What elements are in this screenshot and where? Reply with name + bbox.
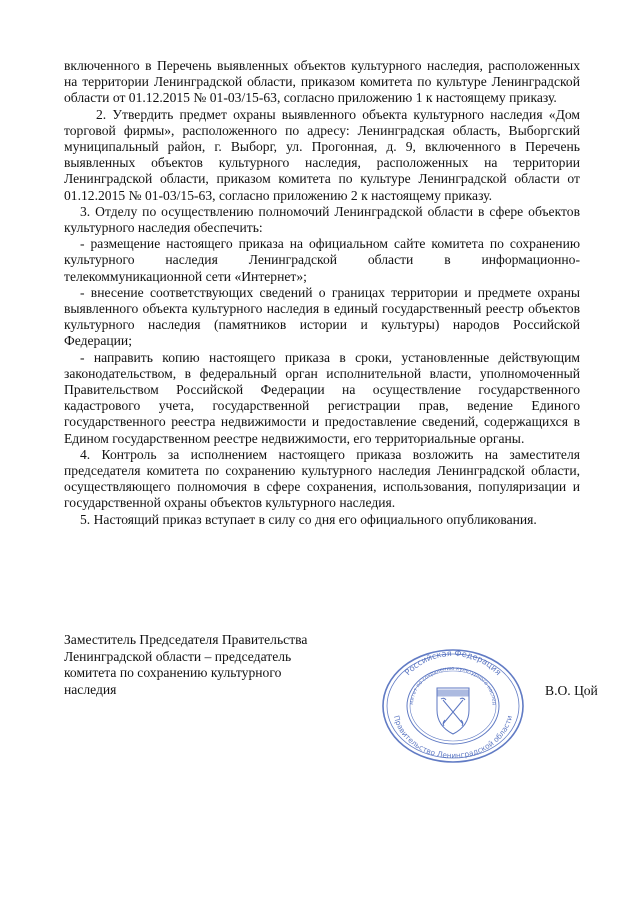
coat-of-arms-emblem (437, 688, 469, 734)
signer-position-line: комитета по сохранению культурного (64, 665, 282, 681)
list-item-publish: - размещение настоящего приказа на официальном сайте комитета по сохранению культурного наследия Ленинградской области в информационно-телекоммуникационной сети «Интернет»; (64, 236, 580, 284)
paragraph-item-2: 2. Утвердить предмет охраны выявленного объекта культурного наследия «Дом торговой фирмы», расположенного по адресу: Ленинградская область, Выборгский муниципальный район, г. Выборг, ул. Прогонная, д. 9, включенного в Перечень выявленных объектов культурного наследия, расположенных на территории Ленинградской области, приказом комитета по культуре Ленинградской области от 01.12.2015 № 01-03/15-63, согласно приложению 2 к настоящему приказу. (64, 106, 580, 203)
paragraph-item-4: 4. Контроль за исполнением настоящего приказа возложить на заместителя председателя комитета по сохранению культурного наследия Ленинградской области, осуществляющего полномочия в сфере сохранения, использования, популяризации и государственной охраны объектов культурного наследия. (64, 446, 580, 511)
signature-block (64, 632, 354, 698)
svg-text:Правительство Ленинградской об: Правительство Ленинградской области (391, 714, 515, 761)
signer-position-line: Заместитель Председателя Правительства (64, 632, 308, 647)
paragraph-item-5: 5. Настоящий приказ вступает в силу со дня его официального опубликования. (80, 511, 537, 527)
paragraph-continuation: включенного в Перечень выявленных объектов культурного наследия, расположенных на территории Ленинградской области, приказом комитета по культуре Ленинградской области от 01.12.2015 № 01-03/15-63, согласно приложению 1 к настоящему приказу. (64, 58, 580, 106)
document-body (64, 58, 580, 528)
list-item-send-copy: - направить копию настоящего приказа в сроки, установленные действующим законодательством, в федеральный орган исполнительной власти, уполномоченный Правительством Российской Федерации на осуществление государственного кадастрового учета, государственной регистрации прав, ведение Единого государственного реестра недвижимости и предоставление сведений, содержащихся в Едином государственном реестре недвижимости, его территориальные органы. (64, 349, 580, 446)
official-seal-icon (381, 648, 525, 764)
list-item-register: - внесение соответствующих сведений о границах территории и предмете охраны выявленного объекта культурного наследия в единый государственный реестр объектов культурного наследия (памятников истории и культуры) народов Российской Федерации; (64, 284, 580, 349)
signer-position-line: Ленинградской области – председатель (64, 648, 292, 664)
svg-text:Комитет по сохранению культурн: митет по сохранению культурного наслед (408, 665, 498, 706)
signer-position-line: наследия (64, 681, 117, 697)
signer-name: В.О. Цой (545, 683, 598, 698)
paragraph-item-3: 3. Отделу по осуществлению полномочий Ленинградской области в сфере объектов культурного наследия обеспечить: (64, 203, 580, 236)
svg-text:Российская Федерация: Российская Федерация (402, 648, 504, 678)
